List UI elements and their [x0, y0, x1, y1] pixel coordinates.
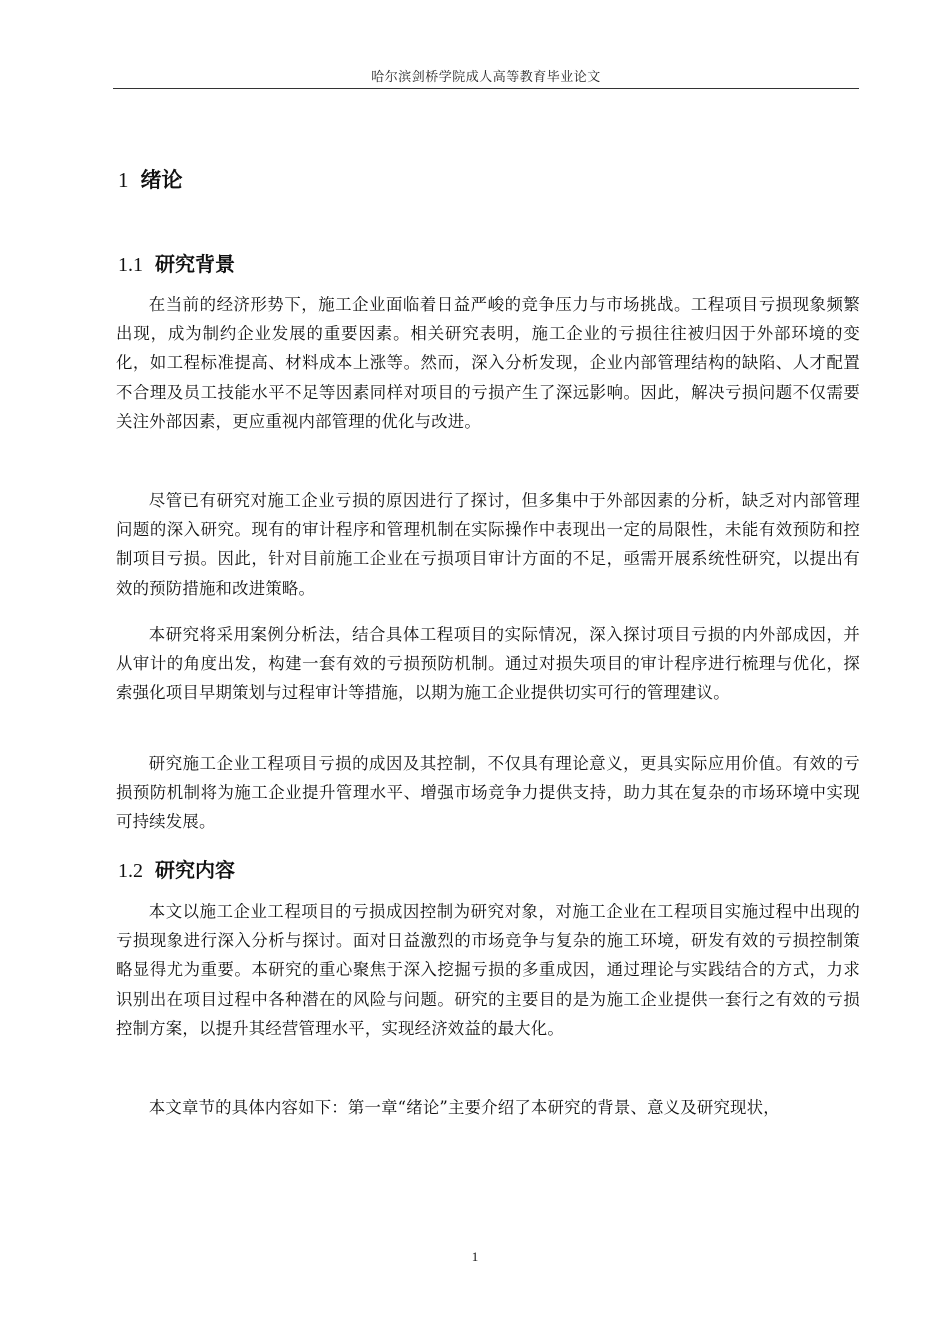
running-header: 哈尔滨剑桥学院成人高等教育毕业论文: [371, 70, 601, 85]
header-divider: [113, 88, 859, 89]
section-number: 1.1: [118, 254, 143, 276]
page-number: 1: [471, 1249, 479, 1264]
section-title-text: 研究背景: [155, 252, 235, 276]
section-title-1-2: [118, 854, 235, 883]
paragraph: 研究施工企业工程项目亏损的成因及其控制，不仅具有理论意义，更具实际应用价值。有效的亏损预防机制将为施工企业提升管理水平、增强市场竞争力提供支持，助力其在复杂的市场环境中实现可持续发展。: [116, 754, 860, 832]
chapter-title: [118, 164, 183, 194]
paragraph: 尽管已有研究对施工企业亏损的原因进行了探讨，但多集中于外部因素的分析，缺乏对内部管理问题的深入研究。现有的审计程序和管理机制在实际操作中表现出一定的局限性，未能有效预防和控制项目亏损。因此，针对目前施工企业在亏损项目审计方面的不足，亟需开展系统性研究，以提出有效的预防措施和改进策略。: [116, 491, 860, 598]
chapter-number: 1: [118, 168, 129, 192]
paragraph: 本研究将采用案例分析法，结合具体工程项目的实际情况，深入探讨项目亏损的内外部成因，并从审计的角度出发，构建一套有效的亏损预防机制。通过对损失项目的审计程序进行梳理与优化，探索强化项目早期策划与过程审计等措施，以期为施工企业提供切实可行的管理建议。: [116, 625, 860, 703]
paragraph: 本文章节的具体内容如下：第一章“绪论”主要介绍了本研究的背景、意义及研究现状，: [148, 1098, 780, 1117]
chapter-title-text: 绪论: [140, 168, 183, 192]
section-title-1-1: [118, 248, 235, 277]
section-title-text: 研究内容: [155, 858, 235, 882]
paragraph: 本文以施工企业工程项目的亏损成因控制为研究对象，对施工企业在工程项目实施过程中出现的亏损现象进行深入分析与探讨。面对日益激烈的市场竞争与复杂的施工环境，研发有效的亏损控制策略显得尤为重要。本研究的重心聚焦于深入挖掘亏损的多重成因，通过理论与实践结合的方式，力求识别出在项目过程中各种潜在的风险与问题。研究的主要目的是为施工企业提供一套行之有效的亏损控制方案，以提升其经营管理水平，实现经济效益的最大化。: [116, 902, 860, 1038]
paragraph: 在当前的经济形势下，施工企业面临着日益严峻的竞争压力与市场挑战。工程项目亏损现象频繁出现，成为制约企业发展的重要因素。相关研究表明，施工企业的亏损往往被归因于外部环境的变化，如工程标准提高、材料成本上涨等。然而，深入分析发现，企业内部管理结构的缺陷、人才配置不合理及员工技能水平不足等因素同样对项目的亏损产生了深远影响。因此，解决亏损问题不仅需要关注外部因素，更应重视内部管理的优化与改进。: [116, 295, 860, 431]
section-number: 1.2: [118, 860, 143, 882]
